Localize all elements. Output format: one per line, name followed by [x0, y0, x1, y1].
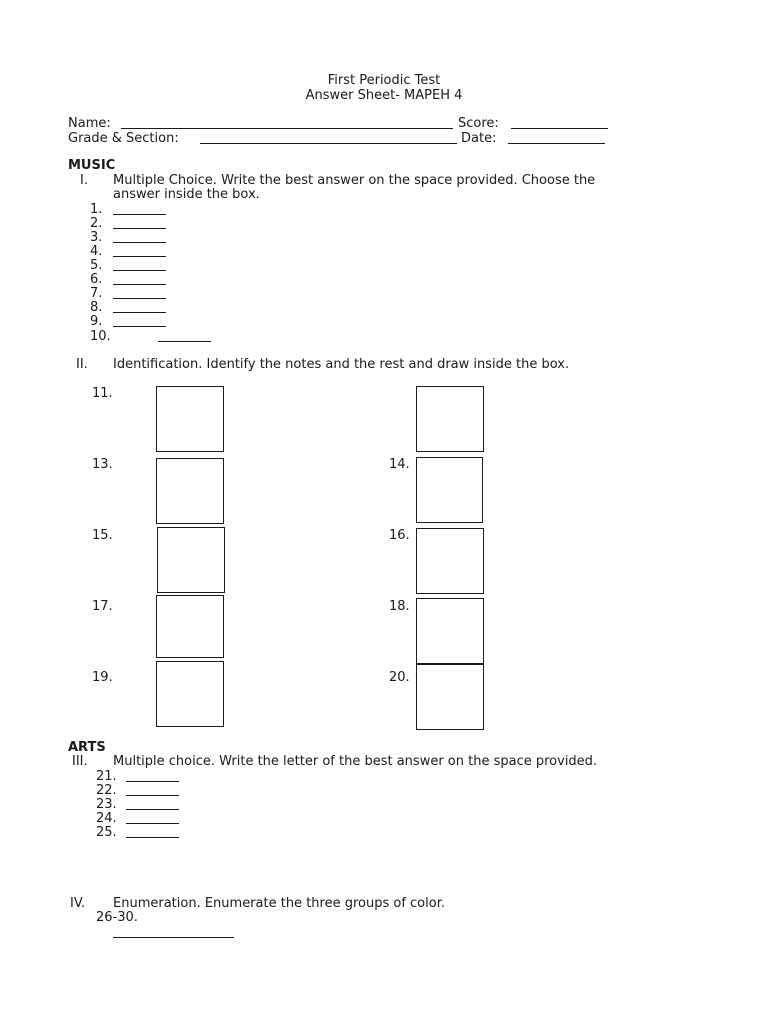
- date-field-line[interactable]: [508, 143, 605, 144]
- drawing-box[interactable]: [416, 457, 483, 523]
- drawing-box[interactable]: [156, 386, 224, 452]
- answer-blank[interactable]: [113, 312, 166, 313]
- part-two-numeral: II.: [76, 357, 88, 372]
- answer-item-label: 25.: [96, 825, 117, 840]
- box-item-label: 16.: [389, 528, 410, 543]
- box-item-label: 11.: [92, 386, 113, 401]
- date-label: Date:: [461, 131, 497, 146]
- test-title: First Periodic Test: [327, 73, 441, 88]
- answer-blank[interactable]: [126, 809, 179, 810]
- part-three-instruction: Multiple choice. Write the letter of the best answer on the space provided.: [113, 754, 598, 769]
- answer-blank[interactable]: [113, 284, 166, 285]
- answer-item-label: 10.: [90, 329, 111, 344]
- part-one-instruction-cont: answer inside the box.: [113, 187, 260, 202]
- box-item-label: 14.: [389, 457, 410, 472]
- box-item-label: 19.: [92, 670, 113, 685]
- box-item-label: 20.: [389, 670, 410, 685]
- answer-item-label: 7.: [90, 286, 103, 301]
- answer-item-label: 3.: [90, 230, 103, 245]
- drawing-box[interactable]: [156, 595, 224, 658]
- answer-blank[interactable]: [113, 256, 166, 257]
- answer-blank[interactable]: [158, 341, 211, 342]
- score-field-line[interactable]: [511, 128, 608, 129]
- drawing-box[interactable]: [416, 528, 484, 594]
- answer-blank[interactable]: [126, 837, 179, 838]
- part-two-instruction: Identification. Identify the notes and the rest and draw inside the box.: [113, 357, 570, 372]
- drawing-box[interactable]: [157, 527, 225, 593]
- answer-blank[interactable]: [113, 937, 234, 938]
- drawing-box[interactable]: [416, 386, 484, 452]
- answer-blank[interactable]: [113, 326, 166, 327]
- name-field-line[interactable]: [121, 128, 453, 129]
- drawing-box[interactable]: [416, 598, 484, 664]
- drawing-box[interactable]: [156, 458, 224, 524]
- answer-blank[interactable]: [113, 270, 166, 271]
- answer-item-label: 21.: [96, 769, 117, 784]
- answer-item-label: 1.: [90, 202, 103, 217]
- answer-item-label: 22.: [96, 783, 117, 798]
- music-heading: MUSIC: [68, 158, 116, 173]
- answer-item-label: 2.: [90, 216, 103, 231]
- drawing-box[interactable]: [416, 664, 484, 730]
- answer-item-label: 6.: [90, 272, 103, 287]
- answer-blank[interactable]: [126, 781, 179, 782]
- answer-blank[interactable]: [126, 795, 179, 796]
- part-one-instruction: Multiple Choice. Write the best answer on the space provided. Choose the: [113, 173, 596, 188]
- part-four-numeral: IV.: [70, 896, 86, 911]
- answer-blank[interactable]: [113, 228, 166, 229]
- answer-item-label: 9.: [90, 314, 103, 329]
- part-four-instruction: Enumeration. Enumerate the three groups of color.: [113, 896, 445, 911]
- answer-item-label: 4.: [90, 244, 103, 259]
- answer-blank[interactable]: [113, 298, 166, 299]
- answer-item-label: 23.: [96, 797, 117, 812]
- grade-section-field-line[interactable]: [200, 143, 457, 144]
- score-label: Score:: [458, 116, 499, 131]
- box-item-label: 17.: [92, 599, 113, 614]
- item-range-label: 26-30.: [96, 910, 138, 925]
- name-label: Name:: [68, 116, 111, 131]
- box-item-label: 18.: [389, 599, 410, 614]
- answer-item-label: 8.: [90, 300, 103, 315]
- answer-blank[interactable]: [113, 242, 166, 243]
- arts-heading: ARTS: [68, 740, 106, 755]
- drawing-box[interactable]: [156, 661, 224, 727]
- answer-item-label: 24.: [96, 811, 117, 826]
- answer-blank[interactable]: [113, 214, 166, 215]
- box-item-label: 15.: [92, 528, 113, 543]
- part-one-numeral: I.: [80, 173, 88, 188]
- box-item-label: 13.: [92, 457, 113, 472]
- part-three-numeral: III.: [72, 754, 88, 769]
- answer-item-label: 5.: [90, 258, 103, 273]
- grade-section-label: Grade & Section:: [68, 131, 179, 146]
- answer-blank[interactable]: [126, 823, 179, 824]
- answer-sheet-subtitle: Answer Sheet- MAPEH 4: [305, 88, 463, 103]
